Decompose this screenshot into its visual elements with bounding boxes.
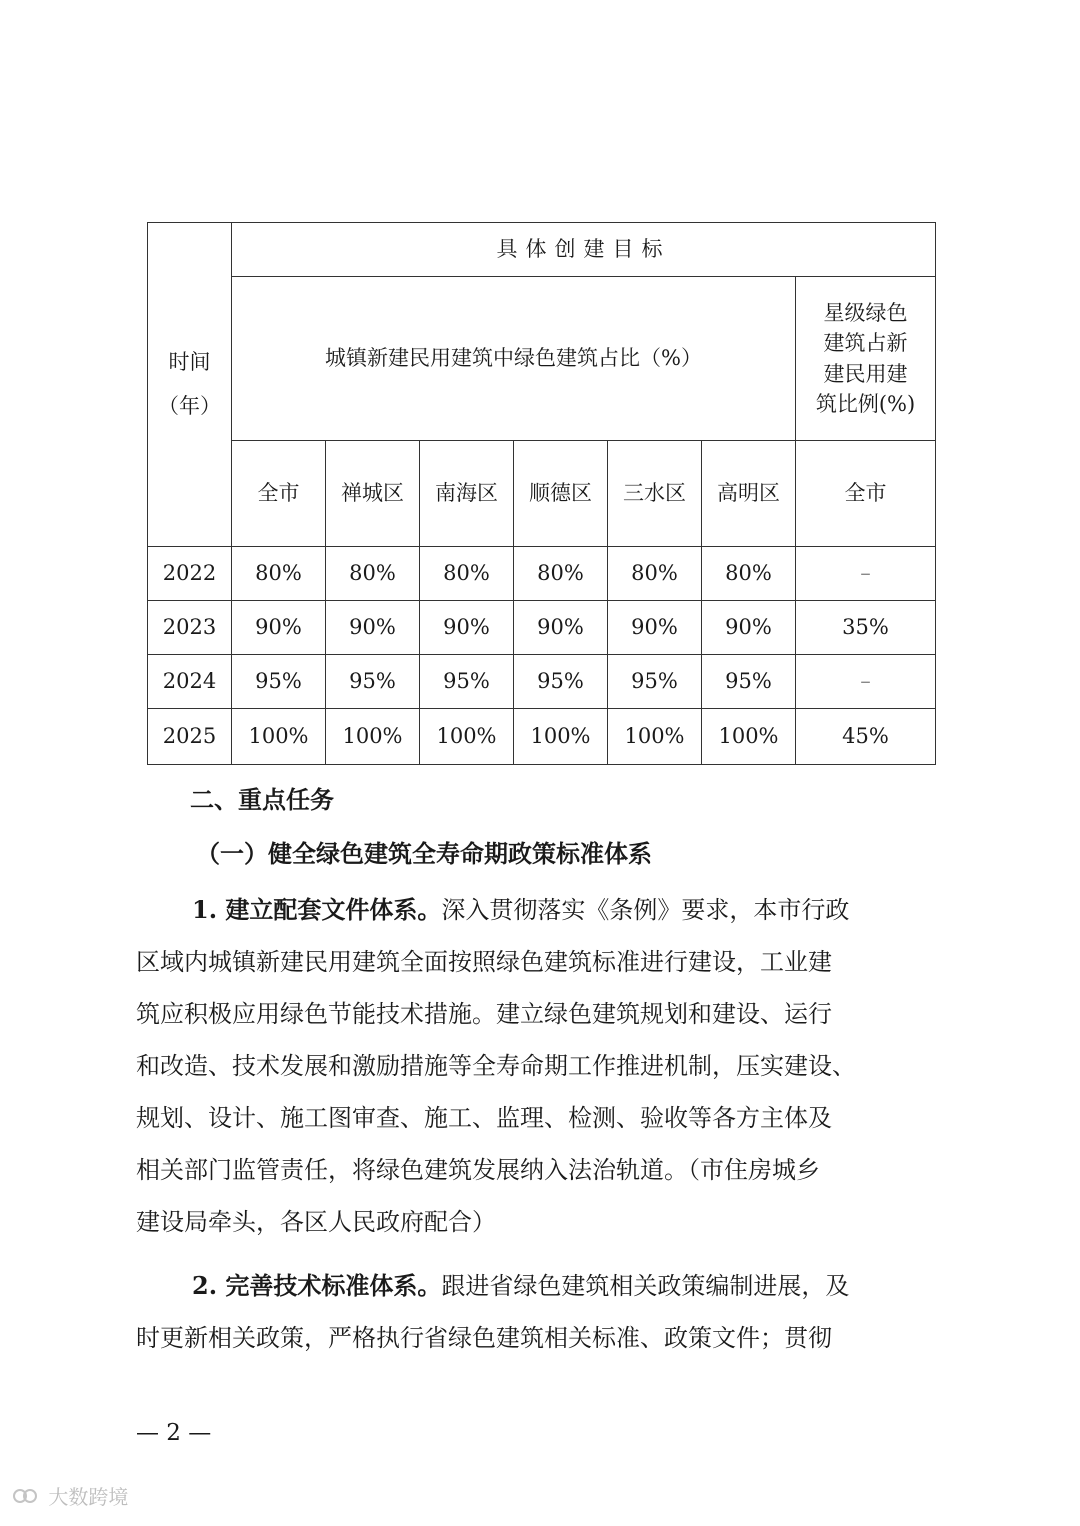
- main-header: 具体创建目标: [232, 223, 936, 277]
- paragraph-lead: 2. 完善技术标准体系。: [192, 1271, 442, 1300]
- paragraph-line: 建设局牵头，各区人民政府配合）: [136, 1208, 496, 1236]
- watermark-text: 大数跨境: [48, 1485, 129, 1509]
- time-label: 时间: [168, 350, 211, 374]
- paragraph-lead: 1. 建立配套文件体系。: [192, 895, 442, 924]
- value-cell: 90%: [232, 601, 326, 655]
- year-cell: 2023: [148, 601, 232, 655]
- value-cell: 80%: [326, 547, 420, 601]
- time-header: [148, 223, 232, 547]
- value-cell: 80%: [514, 547, 608, 601]
- value-cell: 90%: [514, 601, 608, 655]
- value-cell: 95%: [608, 655, 702, 709]
- value-cell: 80%: [232, 547, 326, 601]
- group1-header: 城镇新建民用建筑中绿色建筑占比（%）: [232, 277, 796, 441]
- value-cell: 80%: [702, 547, 796, 601]
- group2-header: [796, 277, 936, 441]
- paragraph-line: 筑应积极应用绿色节能技术措施。建立绿色建筑规划和建设、运行: [136, 1000, 832, 1028]
- logo-icon: [12, 1486, 42, 1511]
- time-unit: （年）: [158, 393, 221, 418]
- value-cell: 100%: [608, 709, 702, 765]
- table-row: [148, 655, 936, 709]
- value-cell: 80%: [420, 547, 514, 601]
- value-cell: 95%: [326, 655, 420, 709]
- paragraph-line: 1. 建立配套文件体系。深入贯彻落实《条例》要求，本市行政: [192, 895, 850, 924]
- district-header: 南海区: [420, 441, 514, 547]
- paragraph-line: 区域内城镇新建民用建筑全面按照绿色建筑标准进行建设，工业建: [136, 948, 832, 976]
- value-cell: 95%: [232, 655, 326, 709]
- star-cell: 45%: [796, 709, 936, 765]
- star-cell: –: [796, 655, 936, 709]
- page-number: — 2 —: [136, 1420, 212, 1446]
- paragraph-1: [136, 884, 946, 1248]
- group2-line: 建民用建: [823, 361, 908, 386]
- value-cell: 100%: [420, 709, 514, 765]
- value-cell: 90%: [420, 601, 514, 655]
- group2-line: 筑比例(%): [815, 391, 916, 416]
- value-cell: 100%: [326, 709, 420, 765]
- year-cell: 2024: [148, 655, 232, 709]
- watermark: [12, 1481, 128, 1511]
- star-cell: –: [796, 547, 936, 601]
- value-cell: 95%: [420, 655, 514, 709]
- group2-line: 建筑占新: [823, 331, 908, 356]
- district-header: 三水区: [608, 441, 702, 547]
- subsection-title: （一）健全绿色建筑全寿命期政策标准体系: [196, 839, 652, 868]
- table-row: [148, 601, 936, 655]
- value-cell: 95%: [702, 655, 796, 709]
- value-cell: 100%: [232, 709, 326, 765]
- district-header: 禅城区: [326, 441, 420, 547]
- value-cell: 80%: [608, 547, 702, 601]
- value-cell: 95%: [514, 655, 608, 709]
- star-cell: 35%: [796, 601, 936, 655]
- group2-line: 星级绿色: [823, 300, 908, 325]
- paragraph-line: 2. 完善技术标准体系。跟进省绿色建筑相关政策编制进展，及: [192, 1271, 850, 1300]
- value-cell: 100%: [514, 709, 608, 765]
- paragraph-line: 相关部门监管责任，将绿色建筑发展纳入法治轨道。（市住房城乡: [136, 1156, 820, 1184]
- value-cell: 90%: [608, 601, 702, 655]
- table-row: [148, 709, 936, 765]
- district-header: 顺德区: [514, 441, 608, 547]
- value-cell: 100%: [702, 709, 796, 765]
- paragraph-line: 时更新相关政策，严格执行省绿色建筑相关标准、政策文件；贯彻: [136, 1324, 832, 1352]
- district-header: 高明区: [702, 441, 796, 547]
- targets-table: [147, 222, 936, 765]
- year-cell: 2022: [148, 547, 232, 601]
- value-cell: 90%: [326, 601, 420, 655]
- section-title: 二、重点任务: [190, 785, 334, 814]
- star-district-header: 全市: [796, 441, 936, 547]
- year-cell: 2025: [148, 709, 232, 765]
- value-cell: 90%: [702, 601, 796, 655]
- paragraph-line: 和改造、技术发展和激励措施等全寿命期工作推进机制，压实建设、: [136, 1052, 856, 1080]
- table-row: [148, 547, 936, 601]
- paragraph-line: 规划、设计、施工图审查、施工、监理、检测、验收等各方主体及: [136, 1104, 832, 1132]
- district-header: 全市: [232, 441, 326, 547]
- paragraph-2: [136, 1260, 946, 1364]
